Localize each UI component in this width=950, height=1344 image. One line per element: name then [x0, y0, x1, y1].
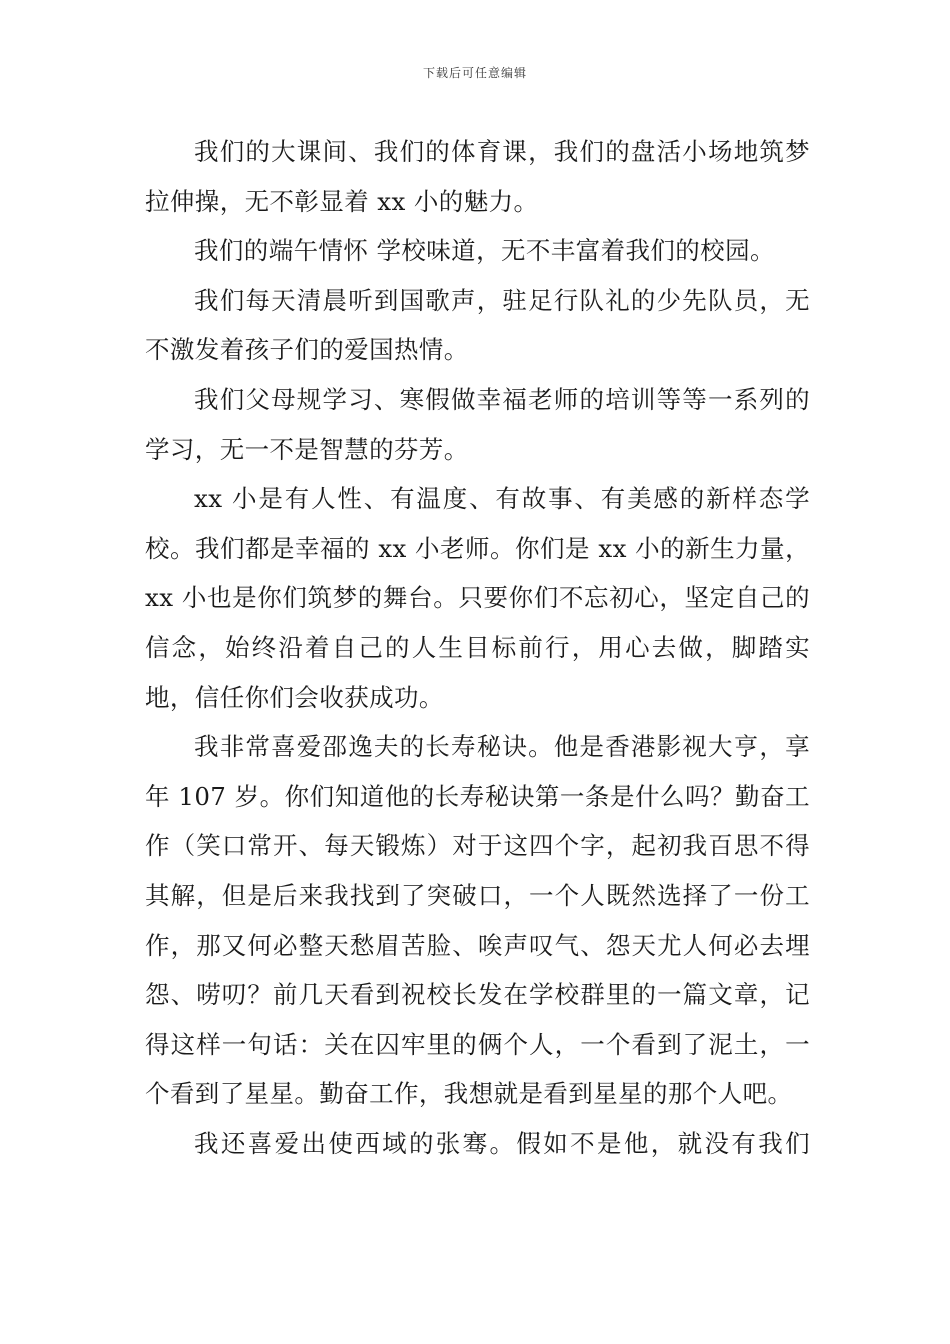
paragraph: 我们每天清晨听到国歌声，驻足行队礼的少先队员，无不激发着孩子们的爱国热情。	[145, 285, 810, 365]
paragraph: 我们父母规学习、寒假做幸福老师的培训等等一系列的学习，无一不是智慧的芬芳。	[145, 384, 810, 464]
paragraph-continued: 我还喜爱出使西域的张骞。假如不是他，就没有我们	[194, 1128, 810, 1158]
paragraph: 我非常喜爱邵逸夫的长寿秘诀。他是香港影视大亨，享年 107 岁。你们知道他的长寿秘诀第一条是什么吗？勤奋工作（笑口常开、每天锻炼）对于这四个字，起初我百思不得其解，但是后来我找到了突破口，一个人既然选择了一份工作，那又何必整天愁眉苦脸、唉声叹气、怨天尤人何必去埋怨、唠叨？前几天看到祝校长发在学校群里的一篇文章，记得这样一句话：关在囚牢里的俩个人，一个看到了泥土，一个看到了星星。勤奋工作，我想就是看到星星的那个人吧。	[145, 732, 810, 1109]
document-body	[145, 127, 810, 1168]
paragraph: 我们的大课间、我们的体育课，我们的盘活小场地筑梦拉伸操，无不彰显着 xx 小的魅力。	[145, 137, 810, 216]
paragraph: 我们的端午情怀 学校味道，无不丰富着我们的校园。	[194, 236, 775, 266]
page-header-note: 下载后可任意编辑	[422, 66, 527, 80]
paragraph: xx 小是有人性、有温度、有故事、有美感的新样态学校。我们都是幸福的 xx 小老师。你们是 xx 小的新生力量，xx 小也是你们筑梦的舞台。只要你们不忘初心，坚定自己的信念，始终沿着自己的人生目标前行，用心去做，脚踏实地，信任你们会收获成功。	[145, 484, 810, 712]
